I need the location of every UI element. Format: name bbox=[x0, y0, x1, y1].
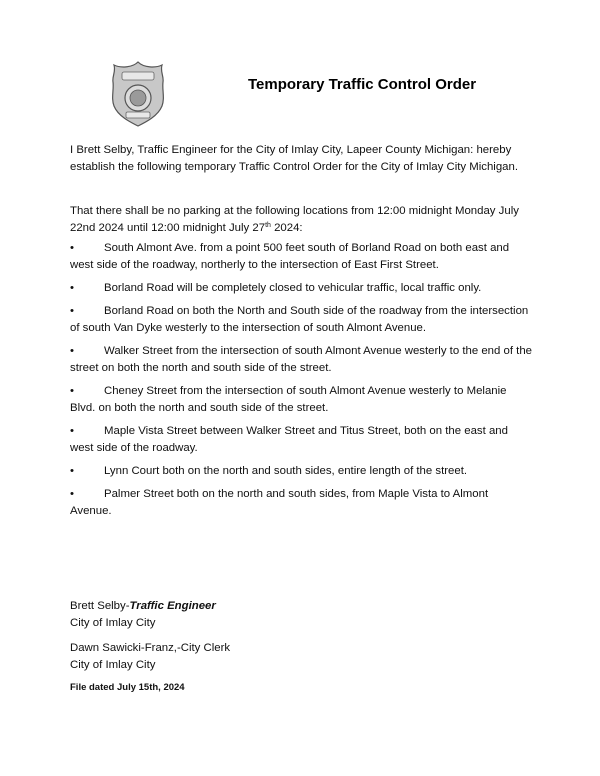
date-ordinal-suffix: th bbox=[265, 222, 271, 229]
list-item-text: South Almont Ave. from a point 500 feet south of Borland Road on both east and west side of the roadway, northerly to the intersection of East First Street. bbox=[70, 242, 510, 271]
list-item-text: Lynn Court both on the north and south sides, entire length of the street. bbox=[104, 465, 468, 477]
bullet: • bbox=[70, 425, 74, 437]
signer-organization: City of Imlay City bbox=[70, 617, 156, 629]
list-item-text: Maple Vista Street between Walker Street and Titus Street, both on the east and west side of the roadway. bbox=[70, 425, 508, 454]
bullet: • bbox=[70, 345, 74, 357]
bullet: • bbox=[70, 385, 74, 397]
signature-traffic-engineer bbox=[70, 598, 370, 632]
file-dated: File dated July 15th, 2024 bbox=[70, 682, 185, 693]
list-item bbox=[70, 303, 532, 337]
no-parking-paragraph bbox=[70, 203, 532, 237]
location-list bbox=[70, 240, 532, 526]
list-item bbox=[70, 343, 532, 377]
no-parking-text-end: 2024: bbox=[270, 222, 303, 234]
no-parking-text: That there shall be no parking at the following locations from 12:00 midnight Monday July 22nd 2024 until 12:00 midnight July 27 bbox=[70, 205, 519, 234]
signer-name: Brett Selby- bbox=[70, 600, 130, 612]
page-title: Temporary Traffic Control Order bbox=[248, 76, 477, 93]
bullet: • bbox=[70, 242, 74, 254]
bullet: • bbox=[70, 282, 74, 294]
list-item bbox=[70, 423, 532, 457]
signer-title: Traffic Engineer bbox=[129, 600, 216, 612]
list-item bbox=[70, 383, 532, 417]
bullet: • bbox=[70, 305, 74, 317]
signature-city-clerk bbox=[70, 640, 370, 674]
signer-name: Dawn Sawicki-Franz,-City Clerk bbox=[70, 642, 231, 654]
list-item bbox=[70, 240, 532, 274]
bullet: • bbox=[70, 488, 74, 500]
list-item-text: Borland Road on both the North and South side of the roadway from the intersection of south Van Dyke westerly to the intersection of south Almont Avenue. bbox=[70, 305, 529, 334]
list-item-text: Borland Road will be completely closed to vehicular traffic, local traffic only. bbox=[104, 282, 482, 294]
list-item bbox=[70, 280, 532, 297]
list-item bbox=[70, 486, 532, 520]
signer-organization: City of Imlay City bbox=[70, 659, 156, 671]
bullet: • bbox=[70, 465, 74, 477]
signature-line bbox=[70, 598, 370, 615]
list-item-text: Walker Street from the intersection of south Almont Avenue westerly to the end of the street on both the north and south side of the street. bbox=[70, 345, 533, 374]
list-item-text: Palmer Street both on the north and south sides, from Maple Vista to Almont Avenue. bbox=[70, 488, 489, 517]
list-item-text: Cheney Street from the intersection of south Almont Avenue westerly to Melanie Blvd. on both the north and south side of the street. bbox=[70, 385, 507, 414]
intro-paragraph: I Brett Selby, Traffic Engineer for the City of Imlay City, Lapeer County Michigan: hereby establish the following temporary Traffic Control Order for the City of Imlay City Michigan. bbox=[70, 144, 518, 173]
police-badge-seal bbox=[108, 60, 168, 128]
list-item bbox=[70, 463, 532, 480]
